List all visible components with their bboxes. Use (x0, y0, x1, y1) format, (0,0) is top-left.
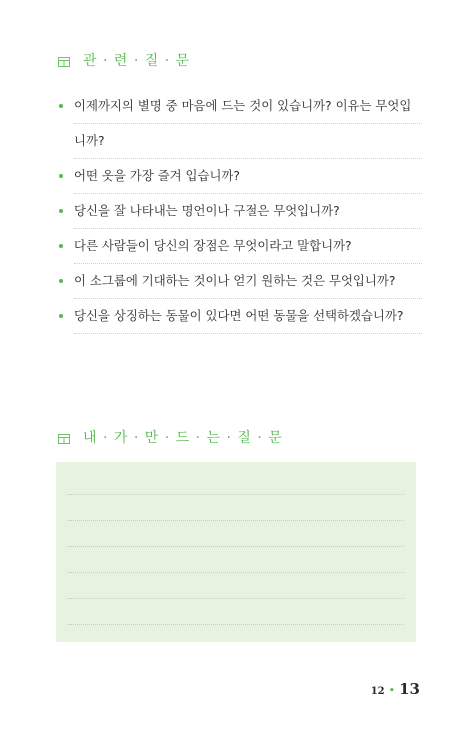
folio-dot: • (388, 684, 396, 697)
bullet-dot (59, 244, 63, 248)
writing-line (68, 494, 404, 495)
page-numbers (371, 680, 420, 698)
my-questions-header (58, 427, 283, 447)
writing-line (68, 520, 404, 521)
writing-line (68, 598, 404, 599)
writing-area[interactable] (56, 462, 416, 642)
list-item (58, 89, 422, 159)
bullet-dot (59, 314, 63, 318)
related-questions-header (58, 50, 190, 70)
my-questions-title: 내 · 가 · 만 · 드 · 는 · 질 · 문 (83, 430, 283, 446)
related-questions-title: 관 · 련 · 질 · 문 (83, 53, 191, 69)
question-list (58, 89, 422, 334)
bullet-dot (59, 174, 63, 178)
bullet-dot (59, 279, 63, 283)
question-text (74, 89, 422, 159)
bullet-dot (59, 104, 63, 108)
writing-line (68, 624, 404, 625)
list-item (58, 299, 422, 334)
list-item (58, 159, 422, 194)
question-text: 다른 사람들이 당신의 장점은 무엇이라고 말합니까? (74, 229, 422, 264)
list-item (58, 264, 422, 299)
question-line: 이제까지의 별명 중 마음에 드는 것이 있습니까? 이유는 무엇입 (74, 89, 422, 124)
writing-line (68, 546, 404, 547)
question-text: 당신을 잘 나타내는 명언이나 구절은 무엇입니까? (74, 194, 422, 229)
writing-line (68, 572, 404, 573)
page-number-left: 12 (370, 686, 385, 697)
question-text: 어떤 옷을 가장 즐겨 입습니까? (74, 159, 422, 194)
question-text: 당신을 상징하는 동물이 있다면 어떤 동물을 선택하겠습니까? (74, 299, 422, 334)
question-line: 니까? (74, 133, 105, 148)
list-item (58, 229, 422, 264)
page-number-right: 13 (399, 680, 420, 698)
question-text: 이 소그룹에 기대하는 것이나 얻기 원하는 것은 무엇입니까? (74, 264, 422, 299)
notebook-icon (58, 429, 71, 445)
notebook-icon (58, 52, 71, 68)
bullet-dot (59, 209, 63, 213)
list-item (58, 194, 422, 229)
